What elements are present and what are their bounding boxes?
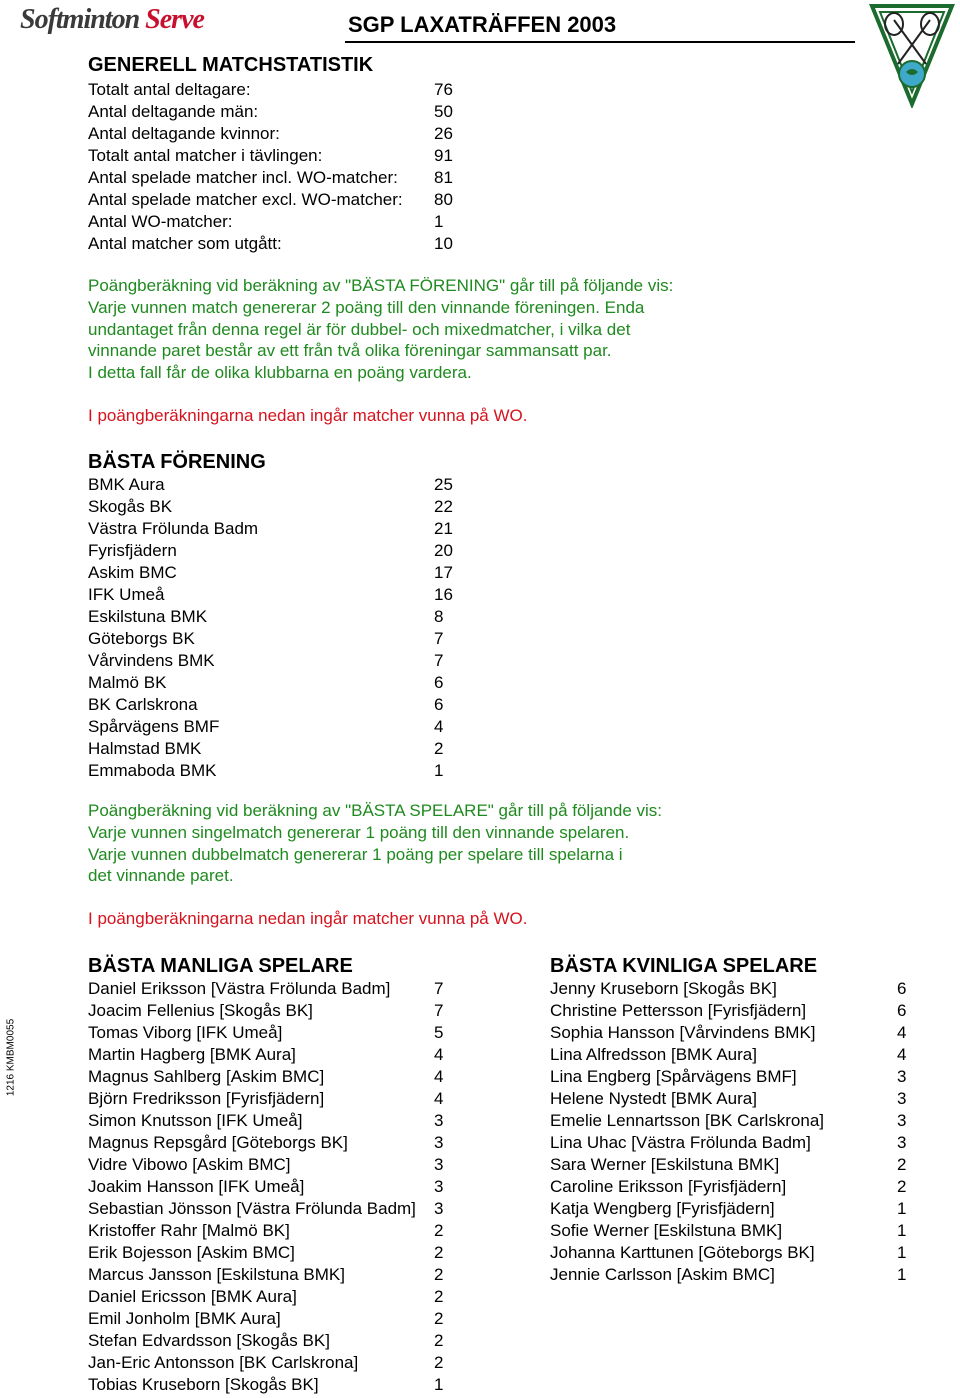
- player-name: Helene Nystedt [BMK Aura]: [550, 1089, 757, 1108]
- stat-label: Antal deltagande kvinnor:: [88, 124, 280, 143]
- player-name: Jan-Eric Antonsson [BK Carlskrona]: [88, 1353, 359, 1372]
- player-points: 3: [897, 1111, 907, 1130]
- stat-label: Totalt antal matcher i tävlingen:: [88, 146, 323, 165]
- logo-text-softminton: Softminton: [20, 4, 140, 35]
- player-name: Lina Uhac [Västra Frölunda Badm]: [550, 1133, 811, 1152]
- player-points: 2: [434, 1243, 444, 1262]
- player-points: 4: [897, 1023, 907, 1042]
- stat-row: [88, 123, 488, 145]
- club-points: 1: [434, 761, 444, 780]
- player-points: 3: [897, 1089, 907, 1108]
- stat-row: [88, 211, 488, 233]
- player-name: Sebastian Jönsson [Västra Frölunda Badm]: [88, 1199, 416, 1218]
- player-name: Stefan Edvardsson [Skogås BK]: [88, 1331, 330, 1350]
- player-name: Jenny Kruseborn [Skogås BK]: [550, 979, 777, 998]
- player-name: Katja Wengberg [Fyrisfjädern]: [550, 1199, 775, 1218]
- best-club-list: [88, 474, 488, 782]
- side-code: 1216 KMBM0055: [5, 1018, 17, 1097]
- stat-label: Antal spelade matcher excl. WO-matcher:: [88, 190, 403, 209]
- player-rules-line: Poängberäkning vid beräkning av "BÄSTA SPELARE" går till på följande vis:: [88, 801, 663, 820]
- club-rules-line: I detta fall får de olika klubbarna en poäng vardera.: [88, 363, 472, 383]
- club-name: Göteborgs BK: [88, 629, 195, 648]
- stat-value: 1: [434, 212, 444, 231]
- club-name: Emmaboda BMK: [88, 761, 217, 780]
- stat-label: Totalt antal deltagare:: [88, 80, 251, 99]
- player-name: Tomas Viborg [IFK Umeå]: [88, 1023, 283, 1042]
- player-name: Joakim Hansson [IFK Umeå]: [88, 1177, 305, 1196]
- player-points: 3: [434, 1133, 444, 1152]
- softminton-serve-logo: [20, 4, 204, 36]
- player-rules-line: Varje vunnen singelmatch genererar 1 poäng till den vinnande spelaren.: [88, 822, 630, 842]
- club-points: 16: [434, 585, 453, 604]
- club-points: 8: [434, 607, 444, 626]
- player-points: 2: [434, 1221, 444, 1240]
- player-name: Kristoffer Rahr [Malmö BK]: [88, 1221, 290, 1240]
- stat-row: [88, 79, 488, 101]
- player-name: Erik Bojesson [Askim BMC]: [88, 1243, 295, 1262]
- best-club-heading: BÄSTA FÖRENING: [88, 451, 266, 473]
- player-points: 3: [434, 1177, 444, 1196]
- club-name: BMK Aura: [88, 475, 165, 494]
- stat-value: 26: [434, 124, 453, 143]
- club-badge-icon: [868, 2, 956, 108]
- player-points: 2: [897, 1177, 907, 1196]
- best-men-heading: BÄSTA MANLIGA SPELARE: [88, 955, 353, 977]
- player-name: Sara Werner [Eskilstuna BMK]: [550, 1155, 780, 1174]
- player-name: Daniel Eriksson [Västra Frölunda Badm]: [88, 979, 391, 998]
- stat-value: 76: [434, 80, 453, 99]
- stat-row: [88, 167, 488, 189]
- player-points: 3: [434, 1111, 444, 1130]
- stat-value: 91: [434, 146, 453, 165]
- player-points: 3: [434, 1155, 444, 1174]
- player-points: 2: [434, 1309, 444, 1328]
- club-points: 20: [434, 541, 453, 560]
- player-name: Emil Jonholm [BMK Aura]: [88, 1309, 281, 1328]
- player-name: Jennie Carlsson [Askim BMC]: [550, 1265, 775, 1284]
- player-points: 2: [434, 1353, 444, 1372]
- player-points: 3: [897, 1133, 907, 1152]
- player-name: Simon Knutsson [IFK Umeå]: [88, 1111, 303, 1130]
- player-name: Christine Pettersson [Fyrisfjädern]: [550, 1001, 807, 1020]
- player-points: 1: [897, 1265, 907, 1284]
- club-rules-line: undantaget från denna regel är för dubbel- och mixedmatcher, i vilka det: [88, 319, 631, 339]
- stat-label: Antal matcher som utgått:: [88, 234, 282, 253]
- player-points: 4: [434, 1089, 444, 1108]
- player-name: Björn Fredriksson [Fyrisfjädern]: [88, 1089, 325, 1108]
- player-points: 2: [434, 1265, 444, 1284]
- player-points: 7: [434, 1001, 444, 1020]
- player-name: Marcus Jansson [Eskilstuna BMK]: [88, 1265, 345, 1284]
- club-points: 21: [434, 519, 453, 538]
- club-rules-line: Poängberäkning vid beräkning av "BÄSTA FÖRENING" går till på följande vis:: [88, 276, 674, 295]
- player-points: 1: [897, 1199, 907, 1218]
- club-name: Vårvindens BMK: [88, 651, 215, 670]
- player-points: 2: [434, 1287, 444, 1306]
- event-title: SGP LAXATRÄFFEN 2003: [348, 12, 617, 37]
- player-points: 4: [434, 1067, 444, 1086]
- player-points: 3: [897, 1067, 907, 1086]
- club-name: Skogås BK: [88, 497, 173, 516]
- club-points: 7: [434, 651, 444, 670]
- club-points: 2: [434, 739, 444, 758]
- stat-label: Antal deltagande män:: [88, 102, 259, 121]
- player-rules-line: Varje vunnen dubbelmatch genererar 1 poäng per spelare till spelarna i: [88, 844, 623, 864]
- club-name: BK Carlskrona: [88, 695, 198, 714]
- player-name: Sofie Werner [Eskilstuna BMK]: [550, 1221, 783, 1240]
- stat-value: 80: [434, 190, 453, 209]
- player-points: 6: [897, 1001, 907, 1020]
- club-points: 6: [434, 673, 444, 692]
- stat-value: 10: [434, 234, 453, 253]
- club-points: 17: [434, 563, 453, 582]
- player-points: 1: [897, 1221, 907, 1240]
- club-points: 25: [434, 475, 453, 494]
- stat-row: [88, 189, 488, 211]
- logo-text-serve: Serve: [145, 4, 204, 35]
- club-name: Fyrisfjädern: [88, 541, 177, 560]
- player-wo-note: I poängberäkningarna nedan ingår matcher vunna på WO.: [88, 909, 528, 928]
- player-points: 4: [434, 1045, 444, 1064]
- best-women-heading: BÄSTA KVINLIGA SPELARE: [550, 955, 818, 977]
- player-points: 4: [897, 1045, 907, 1064]
- stat-label: Antal spelade matcher incl. WO-matcher:: [88, 168, 398, 187]
- club-name: Halmstad BMK: [88, 739, 202, 758]
- club-name: Malmö BK: [88, 673, 167, 692]
- player-name: Joacim Fellenius [Skogås BK]: [88, 1001, 313, 1020]
- player-rules-line: det vinnande paret.: [88, 866, 234, 886]
- club-points: 7: [434, 629, 444, 648]
- player-points: 6: [897, 979, 907, 998]
- player-name: Daniel Ericsson [BMK Aura]: [88, 1287, 297, 1306]
- club-name: Eskilstuna BMK: [88, 607, 208, 626]
- player-name: Lina Engberg [Spårvägens BMF]: [550, 1067, 797, 1086]
- stat-value: 81: [434, 168, 453, 187]
- stat-row: [88, 101, 488, 123]
- stat-row: [88, 233, 488, 255]
- club-points: 6: [434, 695, 444, 714]
- player-name: Tobias Kruseborn [Skogås BK]: [88, 1375, 319, 1394]
- player-name: Johanna Karttunen [Göteborgs BK]: [550, 1243, 815, 1262]
- club-name: Askim BMC: [88, 563, 177, 582]
- player-points: 1: [434, 1375, 444, 1394]
- club-points: 22: [434, 497, 453, 516]
- club-name: Spårvägens BMF: [88, 717, 220, 736]
- general-stats-list: [88, 79, 488, 255]
- best-men-list: [88, 978, 468, 1398]
- player-points: 5: [434, 1023, 444, 1042]
- player-name: Sophia Hansson [Vårvindens BMK]: [550, 1023, 816, 1042]
- player-rules-paragraph: [88, 800, 662, 887]
- player-points: 3: [434, 1199, 444, 1218]
- club-rules-line: Varje vunnen match genererar 2 poäng till den vinnande föreningen. Enda: [88, 297, 645, 317]
- player-name: Lina Alfredsson [BMK Aura]: [550, 1045, 757, 1064]
- club-name: IFK Umeå: [88, 585, 165, 604]
- player-points: 1: [897, 1243, 907, 1262]
- player-points: 7: [434, 979, 444, 998]
- header-rule: [345, 41, 855, 43]
- club-rules-paragraph: [88, 275, 673, 384]
- club-wo-note: I poängberäkningarna nedan ingår matcher vunna på WO.: [88, 406, 528, 425]
- stat-row: [88, 145, 488, 167]
- player-name: Magnus Repsgård [Göteborgs BK]: [88, 1133, 348, 1152]
- player-name: Caroline Eriksson [Fyrisfjädern]: [550, 1177, 787, 1196]
- club-points: 4: [434, 717, 444, 736]
- club-name: Västra Frölunda Badm: [88, 519, 259, 538]
- stat-label: Antal WO-matcher:: [88, 212, 233, 231]
- player-points: 2: [434, 1331, 444, 1350]
- club-rules-line: vinnande paret består av ett från två olika föreningar sammansatt par.: [88, 341, 612, 361]
- player-points: 2: [897, 1155, 907, 1174]
- best-women-list: [550, 978, 920, 1288]
- general-stats-heading: GENERELL MATCHSTATISTIK: [88, 54, 374, 76]
- player-name: Emelie Lennartsson [BK Carlskrona]: [550, 1111, 825, 1130]
- player-name: Magnus Sahlberg [Askim BMC]: [88, 1067, 325, 1086]
- stat-value: 50: [434, 102, 453, 121]
- player-name: Vidre Vibowo [Askim BMC]: [88, 1155, 291, 1174]
- player-name: Martin Hagberg [BMK Aura]: [88, 1045, 296, 1064]
